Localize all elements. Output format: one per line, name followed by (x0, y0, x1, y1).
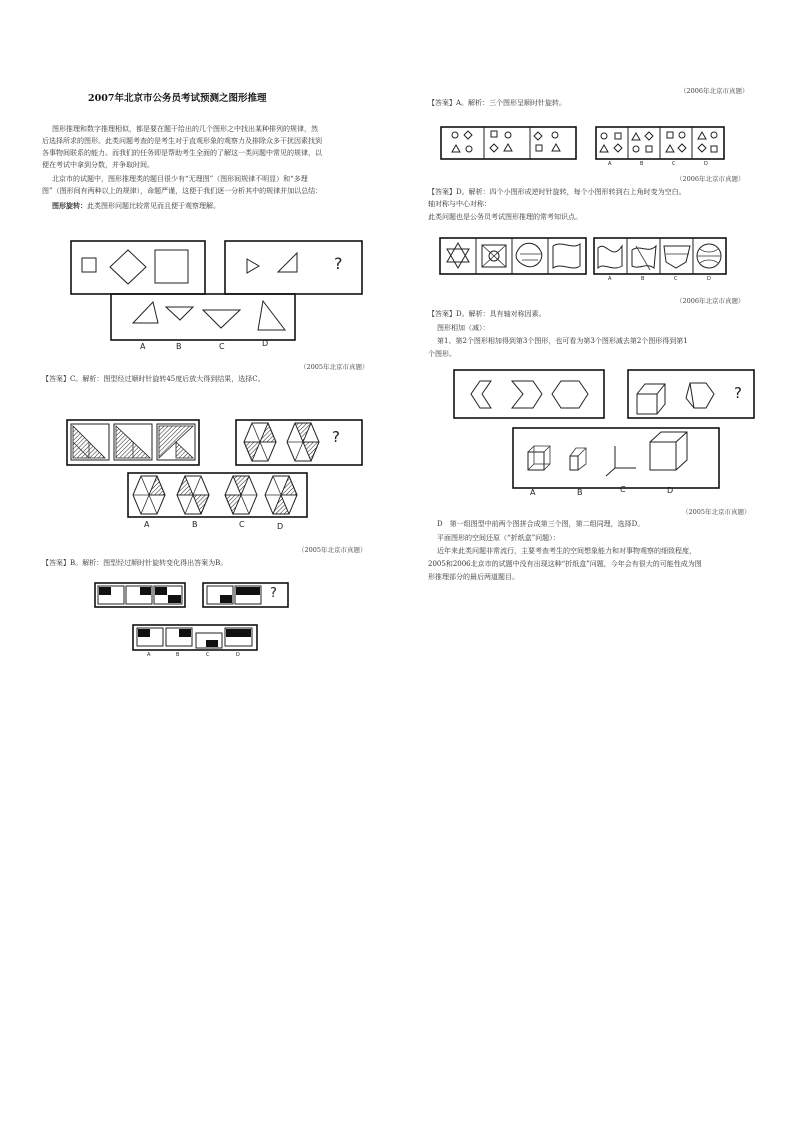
q1-option-b-label: B (176, 342, 182, 351)
r3-heading: 图形相加（减）： (437, 324, 490, 332)
r4-heading: 平面图形的空间还原（“折纸盒”问题）： (437, 534, 560, 542)
intro-line-1: 图形推理和数字推理相似，都是要在题干给出的几个图形之中找出某种排列的规律，然 (52, 125, 318, 133)
intro-line-6: 图”（图形间有两种以上的规律），命题严谨，这便于我们逐一分析其中的规律并加以总结： (42, 187, 323, 195)
r4-line-1: 近年来此类问题非常流行，主要考查考生的空间想象能力和对事物观察的细致程度， (437, 547, 696, 555)
r2-option-a-label: A (608, 276, 612, 282)
r1-option-a-label: A (608, 161, 612, 167)
r1-option-b-label: B (640, 161, 644, 167)
q3-option-a-label: A (147, 652, 151, 658)
q1-option-a-label: A (140, 342, 146, 351)
rotation-heading: 图形旋转： (52, 201, 87, 210)
q2-question-mark: ? (332, 428, 340, 446)
r2-answer-line-1: 【答案】D。解析：四个小图形成逆时针旋转，每个小图形转到右上角时变为空白。 (428, 188, 686, 196)
intro-line-4: 便在考试中拿到分数，并争取时间。 (42, 161, 154, 169)
r3-option-b-label: B (577, 488, 583, 497)
q2-option-b-label: B (192, 520, 198, 529)
intro-line-2: 后选择所求的图形。此类问题考查的是考生对于直观形象的观察力及排除众多干扰因素找到 (42, 137, 322, 145)
q2-option-a-label: A (144, 520, 150, 529)
r3-answer: 【答案】D。解析：具有轴对称因素。 (428, 310, 546, 318)
right-top-source: （2006年北京市真题） (680, 87, 749, 95)
r2-option-b-label: B (641, 276, 645, 282)
r1-answer: 【答案】A。解析：三个图形呈顺时针旋转。 (428, 99, 567, 107)
q1-question-mark: ? (334, 254, 343, 273)
r3-source: （2005年北京市真题） (682, 508, 751, 516)
r1-option-d-label: D (704, 161, 708, 167)
r4-line-2: 2005和2006北京市的试题中没有出现这种“折纸盒”问题，今年会有很大的可能性成为图 (428, 560, 702, 568)
r4-line-3: 形推理部分的最后两道题目。 (428, 573, 519, 581)
r2-note: 此类问题也是公务员考试图形推理的常考知识点。 (428, 213, 582, 221)
q2-source: （2005年北京市真题） (298, 546, 367, 554)
r3-option-c-label: C (620, 485, 626, 494)
r1-option-c-label: C (672, 161, 676, 167)
intro-line-5: 北京市的试题中，图形推理类的题目很少有“无理图”（图形间规律不明显）和“多理 (52, 175, 308, 183)
r3-option-a-label: A (530, 488, 536, 497)
rotation-text: 此类图形问题比较常见而且便于观察理解。 (87, 202, 220, 210)
q3-question-mark: ? (270, 586, 277, 601)
r3-answer-d: D 第一组图型中前两个图拼合成第三个图，第二组同理，选择D。 (437, 520, 645, 528)
q3-option-b-label: B (176, 652, 180, 658)
intro-line-3: 各事物间联系的能力。而我们的任务即是帮助考生全面的了解这一类问题中常见的规律，以 (42, 149, 322, 157)
q1-option-c-label: C (219, 342, 225, 351)
q1-source: （2005年北京市真题） (300, 363, 369, 371)
q1-answer: 【答案】C。解析：图型经过顺时针旋转45度后放大得到结果，选择C。 (42, 375, 265, 383)
r3-question-mark: ? (734, 384, 742, 402)
q2-option-c-label: C (239, 520, 245, 529)
q3-option-c-label: C (206, 652, 210, 658)
q2-answer: 【答案】B。解析：图型经过顺时针旋转变化得出答案为B。 (42, 559, 228, 567)
r1-source: （2006年北京市真题） (676, 175, 745, 183)
q2-option-d-label: D (277, 522, 284, 531)
q3-option-d-label: D (236, 652, 240, 658)
q1-option-d-label: D (262, 339, 269, 348)
r2-option-c-label: C (674, 276, 678, 282)
r2-option-d-label: D (707, 276, 711, 282)
r3-desc-line-1: 第1、第2个图形相加得到第3个图形，也可看为第3个图形减去第2个图形得到第1 (437, 337, 688, 345)
r2-source: （2006年北京市真题） (676, 297, 745, 305)
r2-answer-line-2: 轴对称与中心对称： (428, 200, 491, 208)
r3-option-d-label: D (667, 486, 674, 495)
r3-desc-line-2: 个图形。 (428, 350, 456, 358)
page-title: 2007年北京市公务员考试预测之图形推理 (88, 93, 267, 104)
